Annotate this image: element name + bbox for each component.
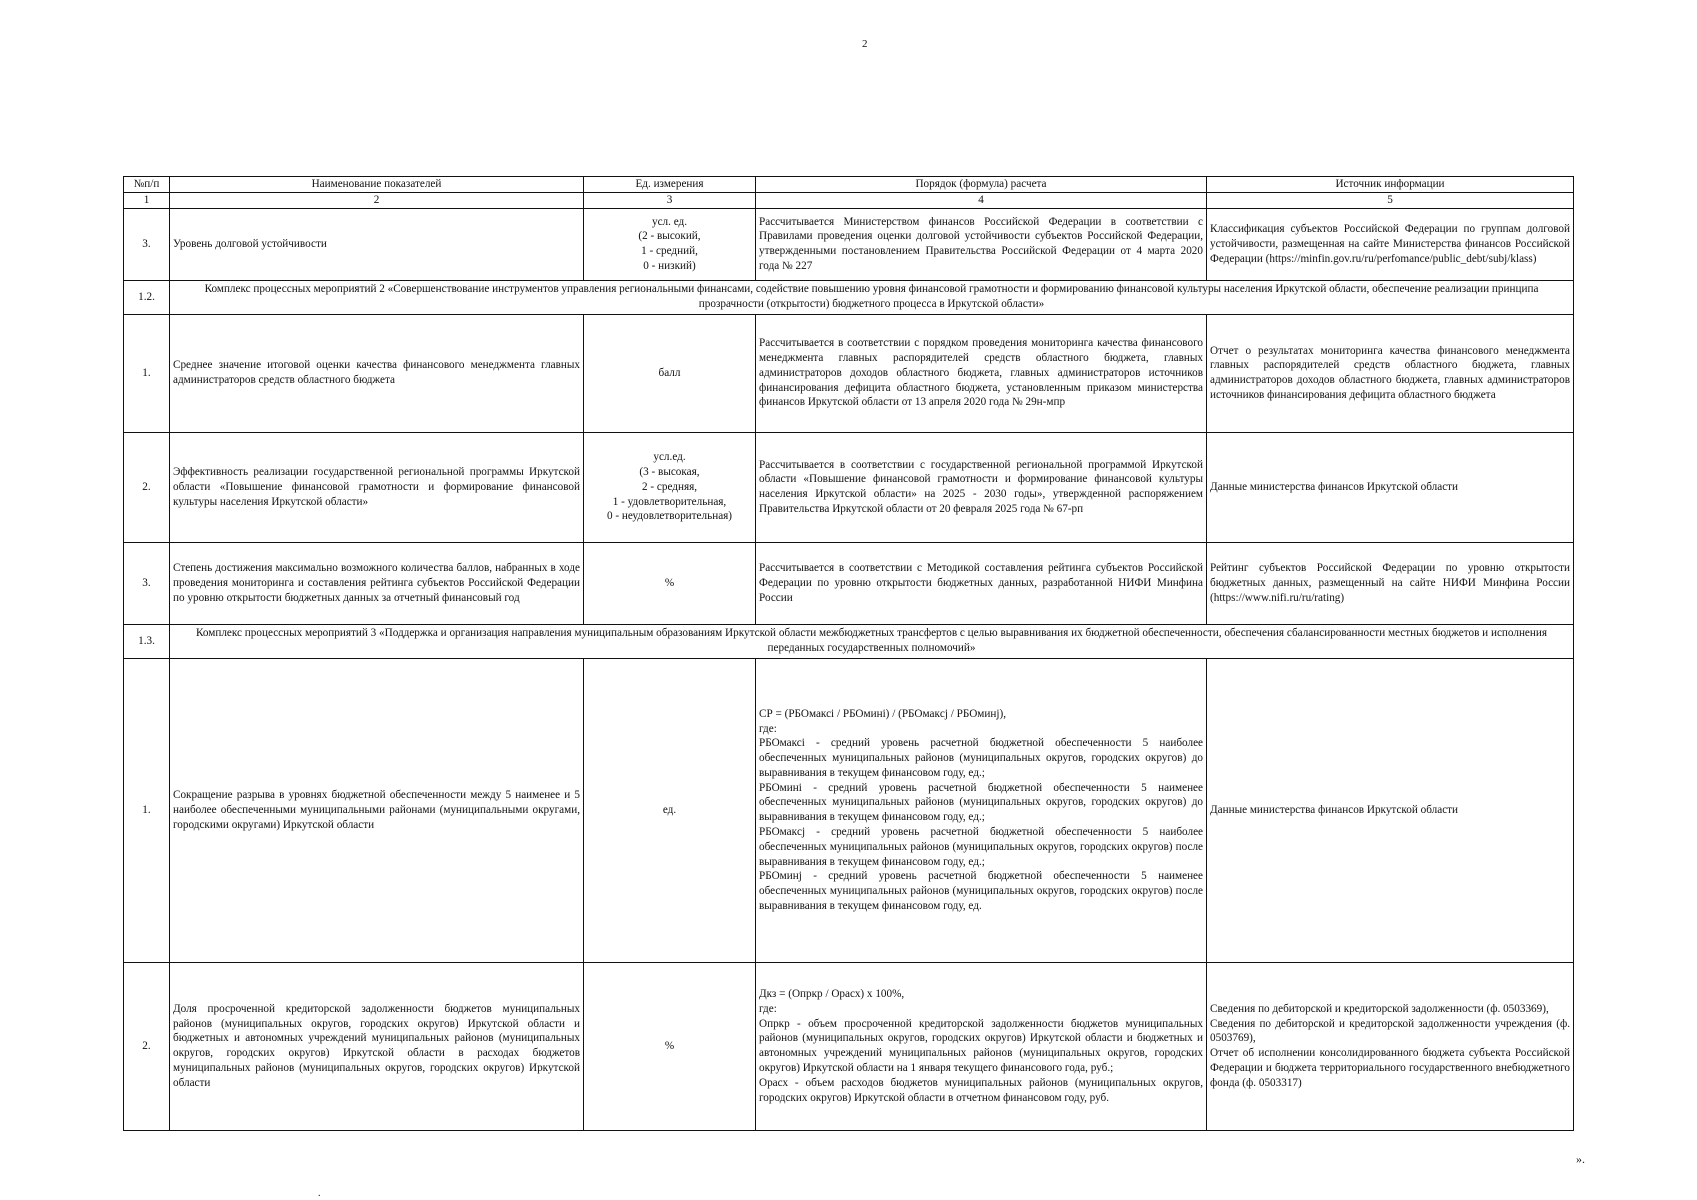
column-number: 2 [170, 192, 584, 208]
row-number: 2. [124, 962, 170, 1130]
indicator-unit: % [584, 542, 756, 624]
indicator-formula: СР = (РБОмаксі / РБОмині) / (РБОмакcj / РБОминj), где: РБОмаксі - средний уровень расчетной бюджетной обеспеченности 5 наиболее обеспеченных муниципальных районов (муниципальных округов, городских округов) до выравнивания в текущем финансовом году, ед.; РБОмині - средний уровень расчетной бюджетной обеспеченности 5 наименее обеспеченных муниципальных районов (муниципальных округов, городских округов) до выравнивания в текущем финансовом году, ед.; РБОмакcj - средний уровень расчетной бюджетной обеспеченности 5 наиболее обеспеченных муниципальных районов (муниципальных округов, городских округов) после выравнивания в текущем финансовом году, ед.; РБОминj - средний уровень расчетной бюджетной обеспеченности 5 наименее обеспеченных муниципальных районов (муниципальных округов, городских округов) после выравнивания в текущем финансовом году, ед. [756, 658, 1207, 962]
indicator-formula: Рассчитывается в соответствии с порядком проведения мониторинга качества финансового менеджмента главных распорядителей средств областного бюджета, главных администраторов доходов областного бюджета, главных администраторов источников финансирования дефицита областного бюджета, установленным приказом министерства финансов Иркутской области от 13 апреля 2020 года № 29н-мпр [756, 314, 1207, 432]
section-title: Комплекс процессных мероприятий 3 «Поддержка и организация направления муниципальным образованиям Иркутской области межбюджетных трансфертов с целью выравнивания их бюджетной обеспеченности, обеспечения сбалансированности местных бюджетов и исполнения переданных государственных полномочий» [170, 624, 1574, 658]
table-row [124, 208, 1574, 280]
column-number: 4 [756, 192, 1207, 208]
table-row [124, 658, 1574, 962]
header-formula: Порядок (формула) расчета [756, 177, 1207, 193]
indicator-formula: Рассчитывается в соответствии с государственной региональной программой Иркутской области «Повышение финансовой грамотности и формирование финансовой культуры населения Иркутской области» на 2025 - 2030 годы», утвержденной распоряжением Правительства Иркутской области от 20 февраля 2025 года № 67-рп [756, 432, 1207, 542]
section-row [124, 280, 1574, 314]
indicator-formula: Рассчитывается Министерством финансов Российской Федерации в соответствии с Правилами проведения оценки долговой устойчивости субъектов Российской Федерации, утвержденными постановлением Правительства Российской Федерации от 4 марта 2020 года № 227 [756, 208, 1207, 280]
indicator-unit: балл [584, 314, 756, 432]
table-row [124, 432, 1574, 542]
indicator-unit: % [584, 962, 756, 1130]
section-number: 1.3. [124, 624, 170, 658]
indicator-source: Классификация субъектов Российской Федерации по группам долговой устойчивости, размещенная на сайте Министерства финансов Российской Федерации (https://minfin.gov.ru/ru/perfomance/public_debt/subj/klass) [1207, 208, 1574, 280]
indicator-formula: Рассчитывается в соответствии с Методикой составления рейтинга субъектов Российской Федерации по уровню открытости бюджетных данных, разработанной НИФИ Минфина России [756, 542, 1207, 624]
header-name: Наименование показателей [170, 177, 584, 193]
row-number: 3. [124, 542, 170, 624]
indicator-name: Степень достижения максимально возможного количества баллов, набранных в ходе проведения мониторинга и составления рейтинга субъектов Российской Федерации по уровню открытости бюджетных данных за отчетный финансовый год [170, 542, 584, 624]
indicator-name: Эффективность реализации государственной региональной программы Иркутской области «Повышение финансовой грамотности и формирование финансовой культуры населения Иркутской области» [170, 432, 584, 542]
header-source: Источник информации [1207, 177, 1574, 193]
indicator-name: Среднее значение итоговой оценки качества финансового менеджмента главных администраторов средств областного бюджета [170, 314, 584, 432]
row-number: 2. [124, 432, 170, 542]
column-numbers-row [124, 192, 1574, 208]
page-number: 2 [862, 38, 868, 50]
indicator-source: Сведения по дебиторской и кредиторской задолженности (ф. 0503369), Сведения по дебиторской и кредиторской задолженности учреждения (ф. 0503769), Отчет об исполнении консолидированного бюджета субъекта Российской Федерации и бюджета территориального государственного внебюджетного фонда (ф. 0503317) [1207, 962, 1574, 1130]
closing-quote-mark: ». [1576, 1152, 1585, 1166]
indicator-source: Отчет о результатах мониторинга качества финансового менеджмента главных распорядителей средств областного бюджета, главных администраторов доходов областного бюджета, главных администраторов источников финансирования дефицита областного бюджета [1207, 314, 1574, 432]
indicators-table [123, 176, 1574, 1131]
stray-dot: . [318, 1188, 321, 1199]
table-row [124, 962, 1574, 1130]
indicator-name: Сокращение разрыва в уровнях бюджетной обеспеченности между 5 наименее и 5 наиболее обеспеченными муниципальными районами (муниципальными округами, городскими округами) Иркутской области [170, 658, 584, 962]
section-row [124, 624, 1574, 658]
row-number: 1. [124, 314, 170, 432]
column-number: 1 [124, 192, 170, 208]
indicator-name: Уровень долговой устойчивости [170, 208, 584, 280]
section-number: 1.2. [124, 280, 170, 314]
row-number: 1. [124, 658, 170, 962]
table-header-row [124, 177, 1574, 193]
indicator-source: Данные министерства финансов Иркутской области [1207, 658, 1574, 962]
indicator-formula: Дкз = (Опркр / Орасх) х 100%, где: Опркр - объем просроченной кредиторской задолженности бюджетов муниципальных районов (муниципальных округов, городских округов) Иркутской области и бюджетных и автономных учреждений муниципальных районов (муниципальных округов, городских округов) Иркутской области на 1 января текущего финансового года, руб.; Орасх - объем расходов бюджетов муниципальных районов (муниципальных округов, городских округов) Иркутской области в отчетном финансовом году, руб. [756, 962, 1207, 1130]
indicator-unit: усл.ед. (3 - высокая, 2 - средняя, 1 - удовлетворительная, 0 - неудовлетворительная) [584, 432, 756, 542]
column-number: 3 [584, 192, 756, 208]
table-row [124, 314, 1574, 432]
row-number: 3. [124, 208, 170, 280]
indicator-name: Доля просроченной кредиторской задолженности бюджетов муниципальных районов (муниципальных округов, городских округов) Иркутской области и бюджетных и автономных учреждений муниципальных районов (муниципальных округов, городских округов) Иркутской области в расходах бюджетов муниципальных районов (муниципальных округов, городских округов) Иркутской области [170, 962, 584, 1130]
column-number: 5 [1207, 192, 1574, 208]
header-unit: Ед. измерения [584, 177, 756, 193]
table-row [124, 542, 1574, 624]
header-num: №п/п [124, 177, 170, 193]
indicator-source: Данные министерства финансов Иркутской области [1207, 432, 1574, 542]
indicator-unit: ед. [584, 658, 756, 962]
indicator-source: Рейтинг субъектов Российской Федерации по уровню открытости бюджетных данных, размещенный на сайте НИФИ Минфина России (https://www.nifi.ru/ru/rating) [1207, 542, 1574, 624]
section-title: Комплекс процессных мероприятий 2 «Совершенствование инструментов управления региональными финансами, содействие повышению уровня финансовой грамотности и формированию финансовой культуры населения Иркутской области, обеспечение реализации принципа прозрачности (открытости) бюджетного процесса в Иркутской области» [170, 280, 1574, 314]
indicator-unit: усл. ед. (2 - высокий, 1 - средний, 0 - низкий) [584, 208, 756, 280]
